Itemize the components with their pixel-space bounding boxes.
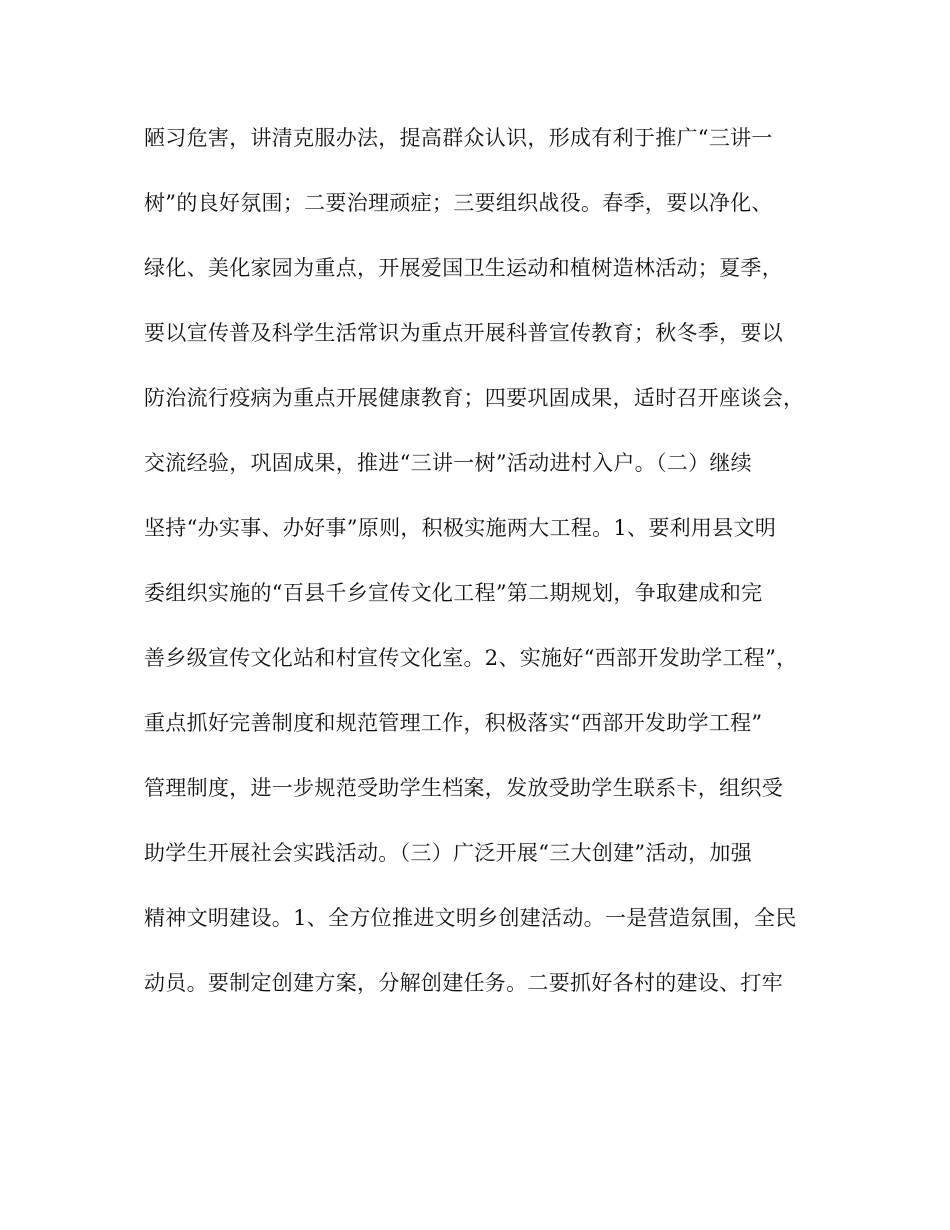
- text-line: 树”的良好氛围；二要治理顽症；三要组织战役。春季，要以净化、: [144, 191, 773, 215]
- text-line: 交流经验，巩固成果，推进“三讲一树”活动进村入户。（二）继续: [144, 451, 752, 475]
- text-line: 坚持“办实事、办好事”原则，积极实施两大工程。1、要利用县文明: [144, 516, 777, 540]
- text-line: 善乡级宣传文化站和村宣传文化室。2、实施好“西部开发助学工程”，: [144, 646, 798, 670]
- text-line: 绿化、美化家园为重点，开展爱国卫生运动和植树造林活动；夏季，: [144, 256, 783, 280]
- document-body-text: [144, 118, 834, 1028]
- text-line: 防治流行疫病为重点开展健康教育；四要巩固成果，适时召开座谈会，: [144, 386, 805, 410]
- text-line: 重点抓好完善制度和规范管理工作，积极落实“西部开发助学工程”: [144, 711, 763, 735]
- text-line: 精神文明建设。1、全方位推进文明乡创建活动。一是营造氛围，全民: [144, 906, 797, 930]
- text-line: 助学生开展社会实践活动。（三）广泛开展“三大创建”活动，加强: [144, 841, 752, 865]
- text-line: 要以宣传普及科学生活常识为重点开展科普宣传教育；秋冬季，要以: [144, 321, 783, 345]
- text-line: 管理制度，进一步规范受助学生档案，发放受助学生联系卡，组织受: [144, 776, 783, 800]
- text-line: 陋习危害，讲清克服办法，提高群众认识，形成有利于推广“三讲一: [144, 126, 773, 150]
- text-line: 动员。要制定创建方案，分解创建任务。二要抓好各村的建设、打牢: [144, 971, 783, 995]
- text-line: 委组织实施的“百县千乡宣传文化工程”第二期规划，争取建成和完: [144, 581, 763, 605]
